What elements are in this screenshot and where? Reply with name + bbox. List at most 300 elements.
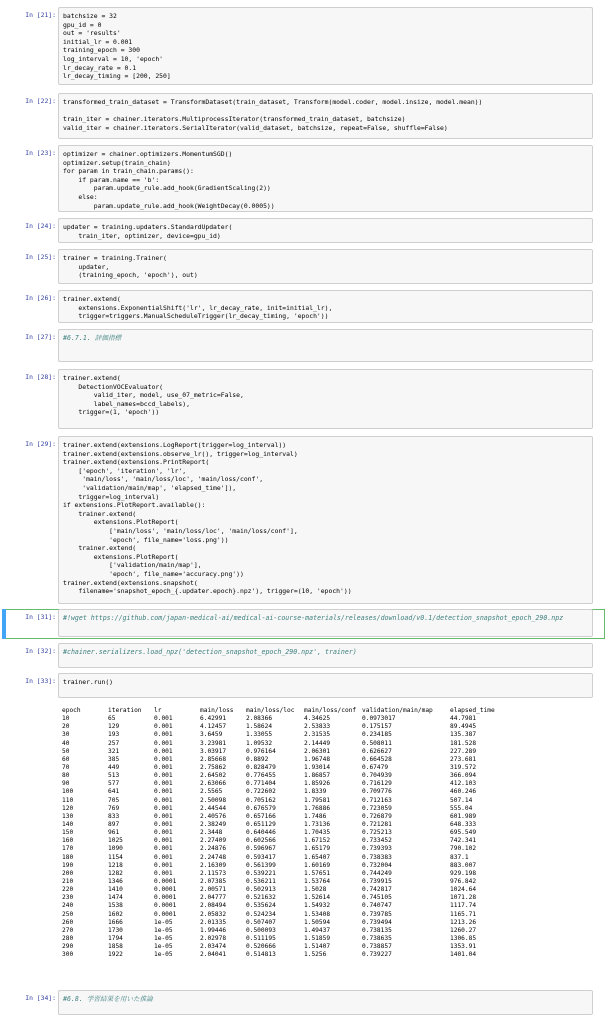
log-cell: 0.001	[154, 755, 173, 763]
log-cell: 2.31535	[304, 731, 331, 739]
code-line: (training_epoch, 'epoch'), out)	[63, 271, 198, 280]
log-row	[58, 740, 593, 748]
code-line: batchsize = 32	[63, 12, 117, 20]
notebook-cell[interactable]	[0, 7, 609, 87]
log-cell: 100	[62, 788, 74, 796]
log-cell: 130	[62, 812, 74, 820]
log-cell: 1e-05	[154, 918, 173, 926]
log-row	[58, 870, 593, 878]
code-line: optimizer = chainer.optimizers.MomentumSGD()	[63, 150, 233, 158]
log-cell: 1346	[108, 877, 123, 885]
log-cell: 1602	[108, 910, 123, 918]
code-line: trainer.extend(extensions.LogReport(trigger=log_interval))	[63, 441, 287, 449]
log-cell: 1.7486	[304, 812, 327, 820]
log-cell: 0.745105	[362, 894, 392, 902]
log-cell: 2.53833	[304, 723, 331, 731]
log-header-main-loss-conf: main/loss/conf	[304, 707, 357, 714]
log-cell: 1071.28	[450, 894, 477, 902]
log-cell: 705	[108, 796, 120, 804]
code-line: trainer.extend(extensions.observe_lr(), trigger=log_interval)	[63, 449, 298, 458]
code-line: if extensions.PlotReport.available():	[63, 501, 206, 510]
log-cell: 0.508011	[362, 739, 392, 747]
log-cell: 280	[62, 934, 74, 942]
code-line: trainer.extend(	[63, 374, 121, 382]
code-line: 'epoch', file_name='loss.png'))	[63, 535, 229, 544]
log-cell: 273.681	[450, 755, 477, 763]
log-cell: 2.44544	[200, 804, 227, 812]
log-cell: 70	[62, 763, 70, 771]
log-cell: 961	[108, 829, 120, 837]
log-cell: 0.744249	[362, 869, 392, 877]
log-cell: 0.001	[154, 763, 173, 771]
log-cell: 80	[62, 772, 70, 780]
log-cell: 1.65407	[304, 853, 331, 861]
log-row	[58, 943, 593, 951]
log-cell: 0.640446	[246, 829, 276, 837]
notebook-cell[interactable]	[0, 673, 609, 959]
code-line: 'main/loss', 'main/loss/loc', 'main/loss/conf',	[63, 475, 264, 484]
log-cell: 2.04041	[200, 951, 227, 959]
log-cell: 2.14449	[304, 739, 331, 747]
log-cell: 2.3448	[200, 829, 223, 837]
code-input-area[interactable]	[58, 7, 593, 85]
code-line: trainer.extend(	[63, 295, 121, 303]
log-row	[58, 821, 593, 829]
code-line: lr_decay_timing = [200, 250]	[63, 72, 171, 81]
code-line: ['epoch', 'iteration', 'lr',	[63, 466, 187, 475]
log-cell: 1.85926	[304, 780, 331, 788]
log-cell: 1353.91	[450, 943, 477, 951]
log-cell: 210	[62, 877, 74, 885]
log-cell: 0.511195	[246, 934, 276, 942]
log-cell: 257	[108, 739, 120, 747]
log-row	[58, 902, 593, 910]
log-cell: 0.723059	[362, 804, 392, 812]
log-cell: 0.742817	[362, 886, 392, 894]
log-cell: 1.79581	[304, 796, 331, 804]
log-row	[58, 886, 593, 894]
log-cell: 1538	[108, 902, 123, 910]
log-cell: 1.67152	[304, 837, 331, 845]
log-cell: 0.539221	[246, 869, 276, 877]
log-cell: 0.001	[154, 747, 173, 755]
log-cell: 0.721281	[362, 820, 392, 828]
notebook-cell[interactable]	[0, 145, 609, 214]
cell-source	[59, 370, 592, 421]
log-cell: 0.001	[154, 804, 173, 812]
log-cell: 0.520666	[246, 943, 276, 951]
cell-prompt: In [32]:	[25, 647, 56, 655]
log-cell: 89.4945	[450, 723, 477, 731]
log-cell: 150	[62, 829, 74, 837]
log-cell: 1.33055	[246, 731, 273, 739]
log-cell: 220	[62, 886, 74, 894]
log-cell: 0.001	[154, 853, 173, 861]
log-cell: 193	[108, 731, 120, 739]
log-cell: 0.776455	[246, 772, 276, 780]
log-row	[58, 805, 593, 813]
log-cell: 0.8892	[246, 755, 269, 763]
log-cell: 1e-05	[154, 926, 173, 934]
log-cell: 1922	[108, 951, 123, 959]
cell-source	[59, 291, 592, 325]
cell-source	[59, 437, 592, 600]
code-line: #!wget https://github.com/japan-medical-ai/medical-ai-course-materials/releases/download/v0.1/detection_snapshot_epoch_290.npz	[63, 614, 564, 622]
log-header-main-loss-loc: main/loss/loc	[246, 707, 295, 714]
log-cell: 0.0001	[154, 910, 177, 918]
log-cell: 1.58624	[246, 723, 273, 731]
log-cell: 2.08366	[246, 715, 273, 723]
log-row	[58, 723, 593, 731]
log-cell: 0.502913	[246, 886, 276, 894]
log-cell: 1260.27	[450, 926, 477, 934]
log-row	[58, 748, 593, 756]
code-line: else:	[63, 192, 98, 201]
code-input-area[interactable]	[58, 673, 593, 698]
log-cell: 2.11573	[200, 869, 227, 877]
log-cell: 0.726879	[362, 812, 392, 820]
log-cell: 1.53408	[304, 910, 331, 918]
log-cell: 0.514813	[246, 951, 276, 959]
log-cell: 1666	[108, 918, 123, 926]
cell-prompt: In [24]:	[25, 222, 56, 230]
log-row	[58, 772, 593, 780]
cell-prompt: In [33]:	[25, 677, 56, 685]
log-cell: 0.001	[154, 772, 173, 780]
log-cell: 0.001	[154, 845, 173, 853]
log-cell: 135.387	[450, 731, 477, 739]
log-cell: 0.725213	[362, 829, 392, 837]
code-input-area[interactable]	[58, 249, 593, 284]
log-cell: 0.001	[154, 829, 173, 837]
cell-prompt: In [25]:	[25, 253, 56, 261]
log-cell: 883.007	[450, 861, 477, 869]
log-cell: 1218	[108, 861, 123, 869]
log-cell: 230	[62, 894, 74, 902]
log-header-lr: lr	[154, 707, 162, 714]
log-cell: 0.001	[154, 788, 173, 796]
log-cell: 833	[108, 812, 120, 820]
log-cell: 0.0001	[154, 902, 177, 910]
log-cell: 1e-05	[154, 951, 173, 959]
log-row	[58, 878, 593, 886]
log-cell: 0.001	[154, 780, 173, 788]
code-line: 'validation/main/map', 'elapsed_time']),	[63, 483, 237, 492]
log-row	[58, 837, 593, 845]
log-cell: 507.14	[450, 796, 473, 804]
log-row	[58, 862, 593, 870]
log-cell: 60	[62, 755, 70, 763]
code-line: updater = training.updaters.StandardUpdater(	[63, 223, 233, 231]
log-cell: 0.234185	[362, 731, 392, 739]
log-cell: 0.507407	[246, 918, 276, 926]
markdown-input-area[interactable]	[58, 609, 593, 637]
log-cell: 1.93014	[304, 763, 331, 771]
cell-prompt: In [27]:	[25, 333, 56, 341]
log-cell: 0.535624	[246, 902, 276, 910]
log-cell: 40	[62, 739, 70, 747]
code-line: updater,	[63, 262, 110, 271]
log-row	[58, 894, 593, 902]
notebook-cell[interactable]	[0, 990, 609, 1017]
notebook-cell[interactable]	[0, 218, 609, 245]
log-cell: 1213.26	[450, 918, 477, 926]
log-cell: 2.24748	[200, 853, 227, 861]
notebook-cell[interactable]	[0, 249, 609, 286]
log-cell: 1024.64	[450, 886, 477, 894]
code-input-area[interactable]	[58, 145, 593, 212]
code-line: param.update_rule.add_hook(GradientScaling(2))	[63, 184, 271, 193]
log-row	[58, 845, 593, 853]
log-cell: 0.976164	[246, 747, 276, 755]
log-row	[58, 715, 593, 723]
log-cell: 2.50098	[200, 796, 227, 804]
notebook-cell[interactable]	[0, 643, 609, 670]
log-cell: 2.75862	[200, 763, 227, 771]
log-cell: 929.198	[450, 869, 477, 877]
cell-prompt: In [29]:	[25, 440, 56, 448]
log-cell: 0.705162	[246, 796, 276, 804]
code-input-area[interactable]	[58, 369, 593, 429]
log-cell: 250	[62, 910, 74, 918]
code-line: training_epoch = 300	[63, 46, 140, 55]
notebook-cell[interactable]	[0, 609, 609, 639]
cell-source	[59, 674, 592, 691]
log-cell: 0.738635	[362, 934, 392, 942]
code-line: #6.7.1. 評価指標	[63, 334, 122, 342]
code-input-area[interactable]	[58, 436, 593, 604]
code-line: trainer.extend(	[63, 544, 137, 553]
log-cell: 0.716129	[362, 780, 392, 788]
log-cell: 200	[62, 869, 74, 877]
log-cell: 6.42991	[200, 715, 227, 723]
log-cell: 0.664528	[362, 755, 392, 763]
log-cell: 769	[108, 804, 120, 812]
log-cell: 0.626627	[362, 747, 392, 755]
markdown-input-area[interactable]	[58, 990, 593, 1015]
log-cell: 742.341	[450, 837, 477, 845]
log-cell: 976.842	[450, 877, 477, 885]
log-cell: 695.549	[450, 829, 477, 837]
log-cell: 1.09532	[246, 739, 273, 747]
code-line: for param in train_chain.params():	[63, 167, 194, 176]
markdown-input-area[interactable]	[58, 329, 593, 362]
code-line: #6.8. 学習結果を用いた推論	[63, 995, 153, 1003]
notebook-cell[interactable]	[0, 369, 609, 431]
log-cell: 0.740747	[362, 902, 392, 910]
log-cell: 1.8339	[304, 788, 327, 796]
log-cell: 555.04	[450, 804, 473, 812]
log-cell: 0.524234	[246, 910, 276, 918]
log-cell: 0.712163	[362, 796, 392, 804]
log-cell: 0.732004	[362, 861, 392, 869]
log-cell: 1730	[108, 926, 123, 934]
log-cell: 648.333	[450, 820, 477, 828]
log-cell: 0.733452	[362, 837, 392, 845]
code-line: train_iter, optimizer, device=gpu_id)	[63, 231, 221, 240]
log-cell: 2.5565	[200, 788, 223, 796]
code-line: label_names=bccd_labels),	[63, 399, 190, 408]
log-cell: 1.49437	[304, 926, 331, 934]
log-row	[58, 935, 593, 943]
log-cell: 2.24876	[200, 845, 227, 853]
log-cell: 0.0001	[154, 877, 177, 885]
log-cell: 0.001	[154, 861, 173, 869]
cell-source	[59, 8, 592, 85]
code-line: if param.name == 'b':	[63, 175, 160, 184]
log-cell: 0.704939	[362, 772, 392, 780]
log-row	[58, 919, 593, 927]
log-cell: 2.38249	[200, 820, 227, 828]
notebook-cell[interactable]	[0, 329, 609, 364]
log-row	[58, 780, 593, 788]
log-row	[58, 788, 593, 796]
log-cell: 0.001	[154, 869, 173, 877]
log-cell: 1025	[108, 837, 123, 845]
log-cell: 1.5028	[304, 886, 327, 894]
log-cell: 1410	[108, 886, 123, 894]
log-row	[58, 829, 593, 837]
log-cell: 2.16309	[200, 861, 227, 869]
cell-prompt: In [28]:	[25, 373, 56, 381]
log-cell: 0.0973017	[362, 715, 396, 723]
log-cell: 2.63066	[200, 780, 227, 788]
log-cell: 641	[108, 788, 120, 796]
log-cell: 65	[108, 715, 116, 723]
log-cell: 300	[62, 951, 74, 959]
log-cell: 1.5256	[304, 951, 327, 959]
log-cell: 366.094	[450, 772, 477, 780]
code-line: ['validation/main/map'],	[63, 561, 202, 570]
log-cell: 1.52614	[304, 894, 331, 902]
code-input-area[interactable]	[58, 290, 593, 323]
code-line: trainer = training.Trainer(	[63, 254, 167, 262]
notebook-cell[interactable]	[0, 290, 609, 325]
log-cell: 0.657166	[246, 812, 276, 820]
log-cell: 227.289	[450, 747, 477, 755]
log-cell: 1.54932	[304, 902, 331, 910]
log-cell: 1.57651	[304, 869, 331, 877]
log-cell: 3.03917	[200, 747, 227, 755]
log-cell: 0.738135	[362, 926, 392, 934]
log-cell: 897	[108, 820, 120, 828]
log-cell: 1117.74	[450, 902, 477, 910]
log-cell: 2.01335	[200, 918, 227, 926]
markdown-input-area[interactable]	[58, 643, 593, 668]
code-line: trigger=triggers.ManualScheduleTrigger(lr_decay_timing, 'epoch'))	[63, 312, 329, 321]
code-line: extensions.ExponentialShift('lr', lr_decay_rate, init=initial_lr),	[63, 303, 333, 312]
log-cell: 190	[62, 861, 74, 869]
log-cell: 2.27409	[200, 837, 227, 845]
log-cell: 0.739494	[362, 918, 392, 926]
log-cell: 0.500093	[246, 926, 276, 934]
log-header-row	[58, 707, 593, 715]
code-line: train_iter = chainer.iterators.MultiprocessIterator(transformed_train_dataset, batchsize)	[63, 115, 406, 124]
log-cell: 0.001	[154, 723, 173, 731]
log-cell: 4.34625	[304, 715, 331, 723]
code-line: transformed_train_dataset = TransformDataset(train_dataset, Transform(model.coder, model.insize, model.mean))	[63, 98, 483, 106]
code-line: trainer.run()	[63, 678, 114, 686]
cell-source	[59, 991, 592, 1008]
log-cell: 160	[62, 837, 74, 845]
log-cell: 10	[62, 715, 70, 723]
code-line: DetectionVOCEvaluator(	[63, 382, 164, 391]
log-header-main-loss: main/loss	[200, 707, 234, 714]
log-cell: 1474	[108, 894, 123, 902]
log-cell: 2.85668	[200, 755, 227, 763]
cell-prompt: In [34]:	[25, 994, 56, 1002]
code-line	[63, 107, 588, 116]
code-line: out = 'results'	[63, 29, 121, 38]
log-cell: 0.001	[154, 820, 173, 828]
log-cell: 181.528	[450, 739, 477, 747]
log-cell: 180	[62, 853, 74, 861]
log-cell: 90	[62, 780, 70, 788]
cell-source	[59, 94, 592, 136]
code-line: initial_lr = 0.001	[63, 37, 133, 46]
log-cell: 44.7981	[450, 715, 477, 723]
code-line: lr_decay_rate = 0.1	[63, 63, 137, 72]
log-cell: 0.739915	[362, 877, 392, 885]
log-cell: 0.593417	[246, 853, 276, 861]
log-cell: 1306.85	[450, 934, 477, 942]
log-cell: 0.001	[154, 739, 173, 747]
notebook-cell[interactable]	[0, 93, 609, 141]
log-cell: 0.722602	[246, 788, 276, 796]
log-cell: 577	[108, 780, 120, 788]
log-cell: 2.03474	[200, 943, 227, 951]
log-cell: 30	[62, 731, 70, 739]
log-cell: 837.1	[450, 853, 469, 861]
log-cell: 0.0001	[154, 886, 177, 894]
log-cell: 513	[108, 772, 120, 780]
log-cell: 2.00571	[200, 886, 227, 894]
log-cell: 170	[62, 845, 74, 853]
log-row	[58, 797, 593, 805]
log-cell: 1154	[108, 853, 123, 861]
code-line: trainer.extend(extensions.snapshot(	[63, 578, 198, 587]
log-cell: 1.53764	[304, 877, 331, 885]
log-cell: 0.739227	[362, 951, 392, 959]
log-cell: 0.771404	[246, 780, 276, 788]
notebook-cell[interactable]	[0, 436, 609, 606]
log-cell: 1e-05	[154, 934, 173, 942]
log-cell: 412.103	[450, 780, 477, 788]
cell-prompt: In [26]:	[25, 294, 56, 302]
code-input-area[interactable]	[58, 218, 593, 243]
log-row	[58, 764, 593, 772]
code-line: trainer.extend(	[63, 509, 137, 518]
log-cell: 1794	[108, 934, 123, 942]
log-cell: 1.76886	[304, 804, 331, 812]
log-cell: 1e-05	[154, 943, 173, 951]
log-cell: 1282	[108, 869, 123, 877]
log-cell: 1.51859	[304, 934, 331, 942]
log-cell: 1.86857	[304, 772, 331, 780]
log-row	[58, 731, 593, 739]
log-cell: 1090	[108, 845, 123, 853]
log-cell: 270	[62, 926, 74, 934]
log-cell: 3.23981	[200, 739, 227, 747]
code-line: log_interval = 10, 'epoch'	[63, 54, 164, 63]
code-line: param.update_rule.add_hook(WeightDecay(0.0005))	[63, 201, 275, 210]
code-input-area[interactable]	[58, 93, 593, 139]
log-cell: 2.02978	[200, 934, 227, 942]
log-cell: 140	[62, 820, 74, 828]
code-line: optimizer.setup(train_chain)	[63, 158, 171, 167]
log-cell: 0.602566	[246, 837, 276, 845]
log-cell: 0.739393	[362, 845, 392, 853]
